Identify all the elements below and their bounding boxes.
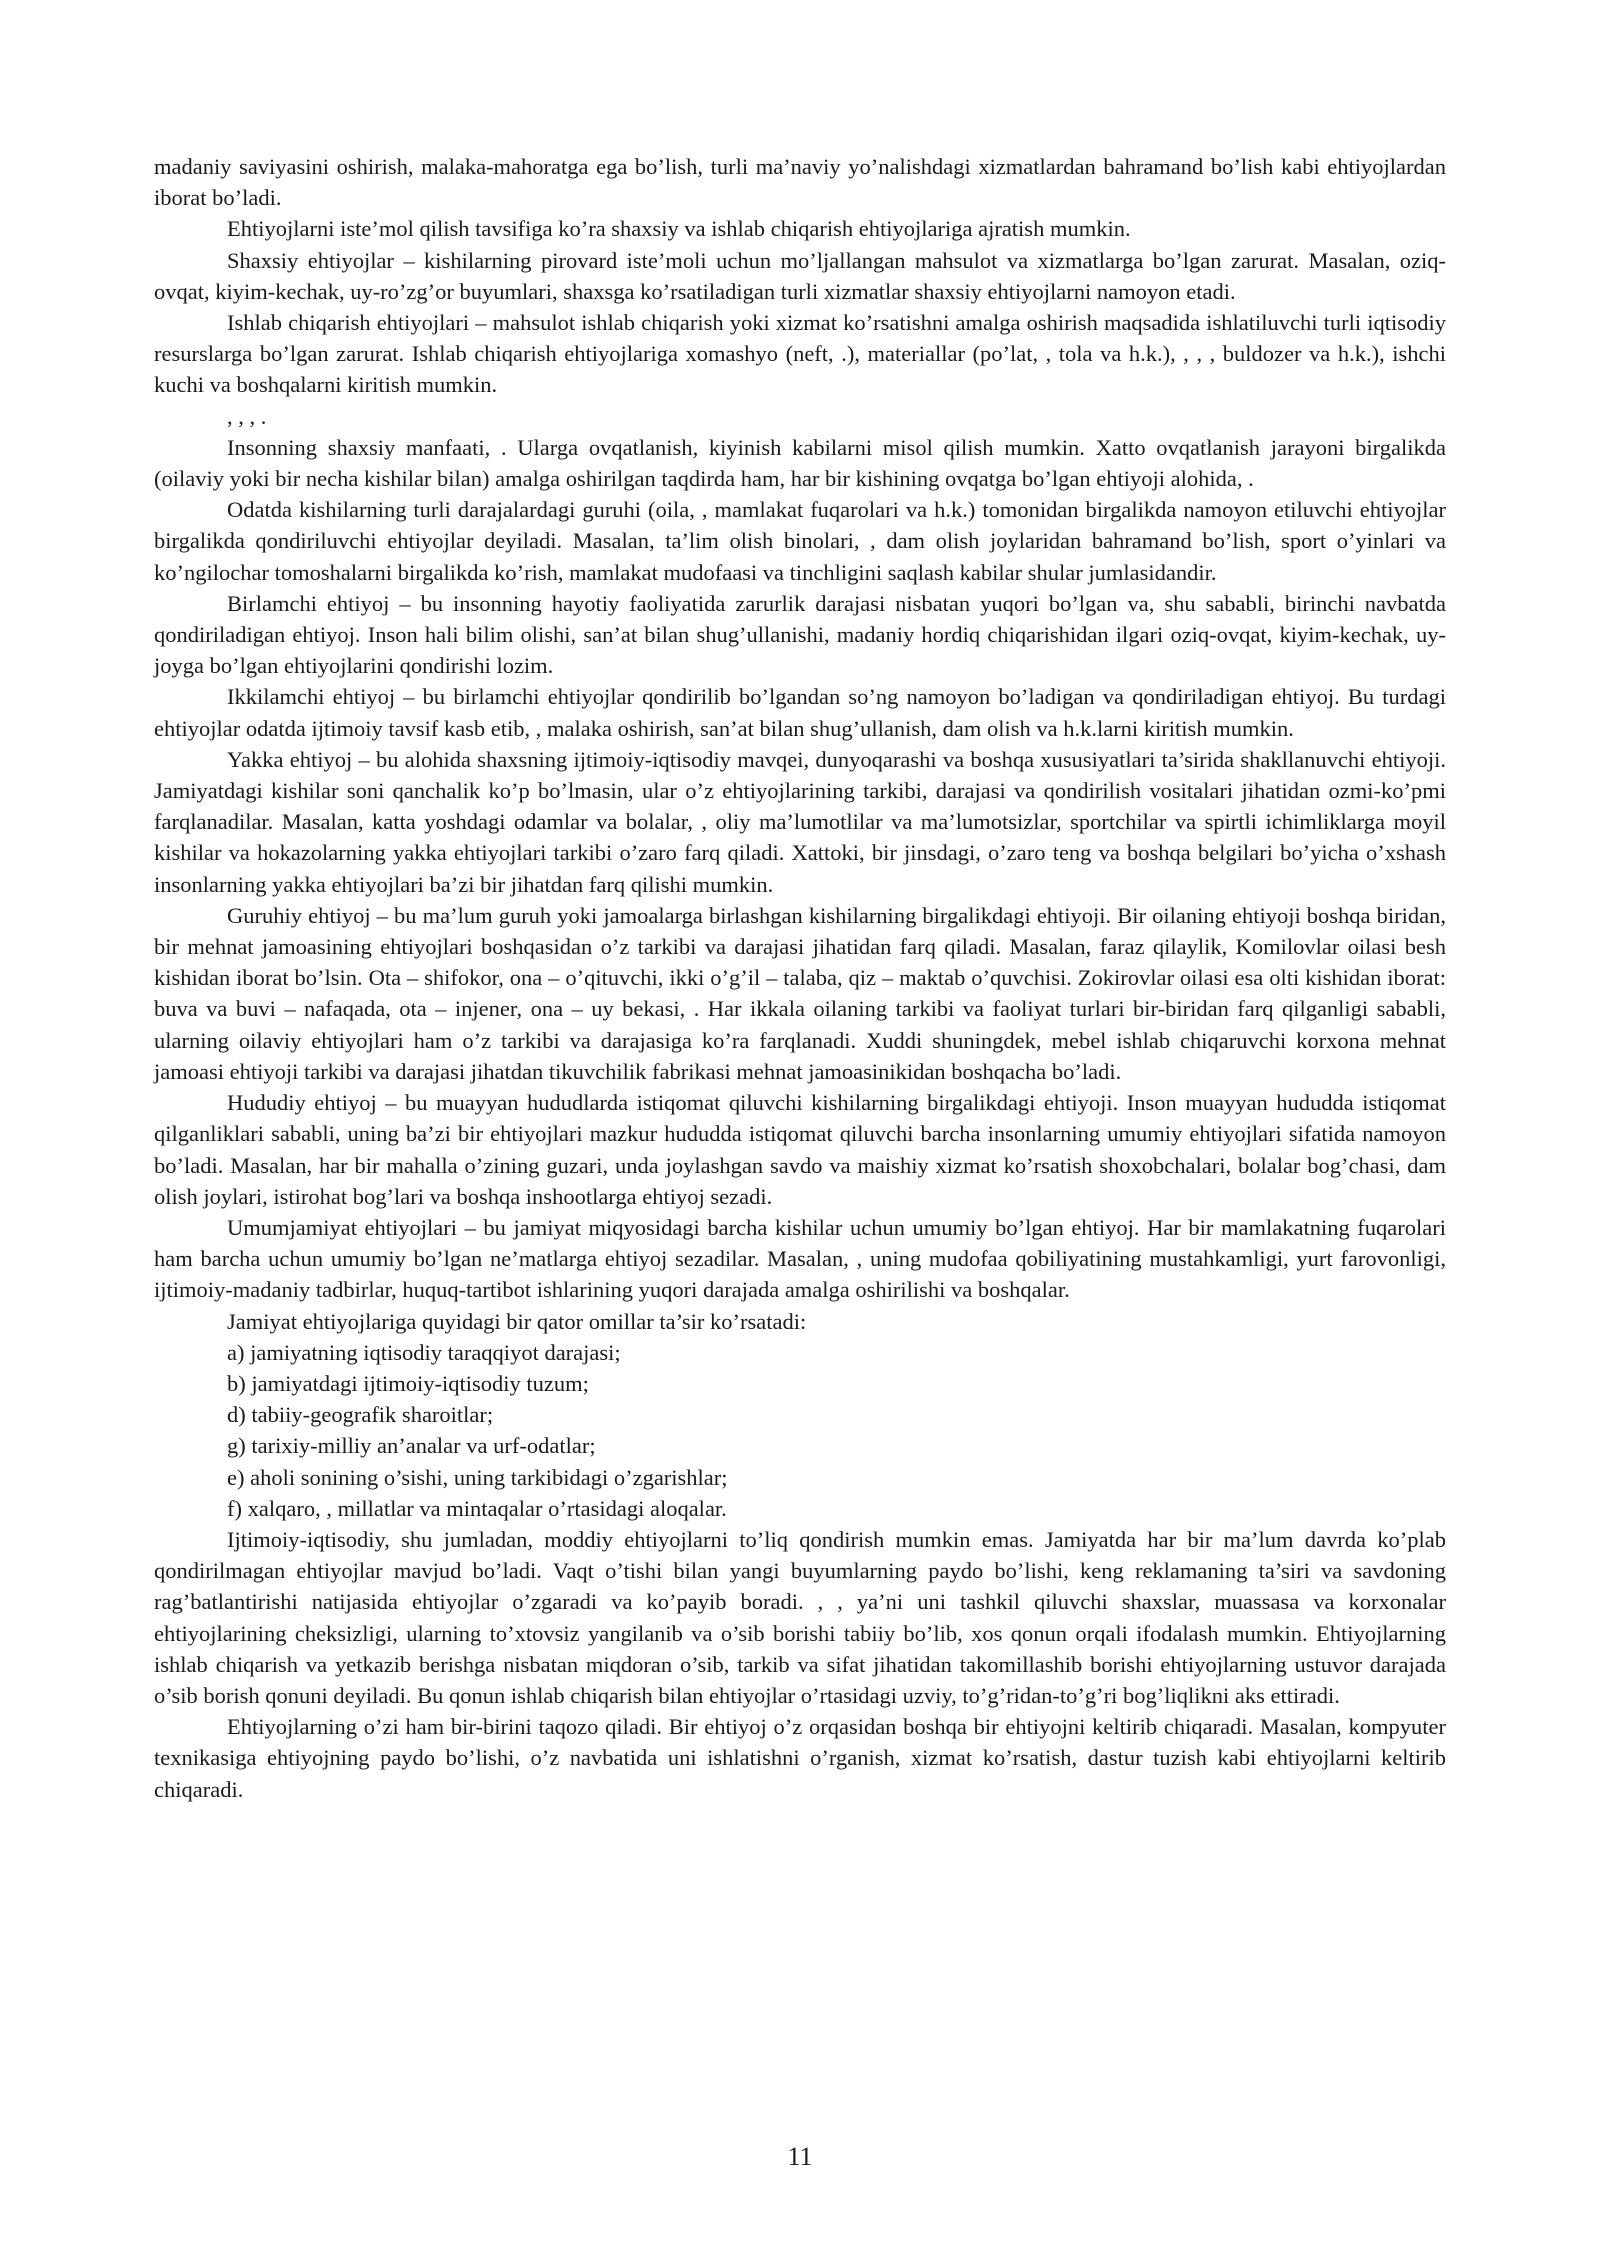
paragraph-individual-need: Yakka ehtiyoj – bu alohida shaxsning ijtimoiy-iqtisodiy mavqei, dunyoqarashi va boshqa xususiyatlari ta’sirida shakllanuvchi ehtiyoji. Jamiyatdagi kishilar soni qanchalik ko’p bo’lmasin, ular o’z ehtiyojlarining tarkibi, darajasi va qondirilish vositalari jihatidan ozmi-ko’pmi farqlanadilar. Masalan, katta yoshdagi odamlar va bolalar, , oliy ma’lumotlilar va ma’lumotsizlar, sportchilar va spirtli ichimliklarga moyil kishilar va hokazolarning yakka ehtiyojlari tarkibi o’zaro farq qiladi. Xattoki, bir jinsdagi, o’zaro teng va boshqa belgilari bo’yicha o’xshash insonlarning yakka ehtiyojlari ba’zi bir jihatdan farq qilishi mumkin. <box>154 746 1446 897</box>
paragraph-primary-need: Birlamchi ehtiyoj – bu insonning hayotiy faoliyatida zarurlik darajasi nisbatan yuqori bo’lgan va, shu sababli, birinchi navbatda qondiriladigan ehtiyoj. Inson hali bilim olishi, san’at bilan shug’ullanishi, madaniy hordiq chiqarishidan ilgari oziq-ovqat, kiyim-kechak, uy-joyga bo’lgan ehtiyojlarini qondirishi lozim. <box>154 590 1446 679</box>
paragraph-needs-interdependence: Ehtiyojlarning o’zi ham bir-birini taqozo qiladi. Bir ehtiyoj o’z orqasidan boshqa bir ehtiyojni keltirib chiqaradi. Masalan, kompyuter texnikasiga ehtiyojning paydo bo’lishi, o’z navbatida uni ishlatishni o’rganish, xizmat ko’rsatish, dastur tuzish kabi ehtiyojlarni keltirib chiqaradi. <box>154 1714 1446 1802</box>
paragraph-production-needs: Ishlab chiqarish ehtiyojlari – mahsulot ishlab chiqarish yoki xizmat ko’rsatishni amalga oshirish maqsadida ishlatiluvchi turli iqtisodiy resurslarga bo’lgan zarurat. Ishlab chiqarish ehtiyojlariga xomashyo (neft, .), materiallar (po’lat, , tola va h.k.), , , , buldozer va h.k.), ishchi kuchi va boshqalarni kiritish mumkin. <box>154 310 1446 398</box>
page-number: 11 <box>787 2142 813 2171</box>
paragraph-personal-interest: Insonning shaxsiy manfaati, . Ularga ovqatlanish, kiyinish kabilarni misol qilish mumkin. Xatto ovqatlanish jarayoni birgalikda (oilaviy yoki bir necha kishilar bilan) amalga oshirilgan taqdirda ham, har bir kishining ovqatga bo’lgan ehtiyoji alohida, . <box>154 434 1446 492</box>
paragraph-secondary-need: Ikkilamchi ehtiyoj – bu birlamchi ehtiyojlar qondirilib bo’lgandan so’ng namoyon bo’ladigan va qondiriladigan ehtiyoj. Bu turdagi ehtiyojlar odatda ijtimoiy tavsif kasb etib, , malaka oshirish, san’at bilan shug’ullanish, dam olish va h.k.larni kiritish mumkin. <box>154 684 1446 741</box>
list-intro: Jamiyat ehtiyojlariga quyidagi bir qator omillar ta’sir ko’rsatadi: <box>227 1308 807 1334</box>
list-item: b) jamiyatdagi ijtimoiy-iqtisodiy tuzum; <box>227 1370 589 1396</box>
paragraph-group-need: Guruhiy ehtiyoj – bu ma’lum guruh yoki jamoalarga birlashgan kishilarning birgalikdagi ehtiyoji. Bir oilaning ehtiyoji boshqa biridan, bir mehnat jamoasining ehtiyojlari boshqasidan o’z tarkibi va darajasi jihatidan farq qiladi. Masalan, faraz qilaylik, Komilovlar oilasi besh kishidan iborat bo’lsin. Ota – shifokor, ona – o’qituvchi, ikki o’g’il – talaba, qiz – maktab o’quvchisi. Zokirovlar oilasi esa olti kishidan iborat: buva va buvi – nafaqada, ota – injener, ona – uy bekasi, . Har ikkala oilaning tarkibi va faoliyat turlari bir-biridan farq qilganligi sababli, ularning oilaviy ehtiyojlari ham o’z tarkibi va darajasiga ko’ra farqlanadi. Xuddi shuningdek, mebel ishlab chiqaruvchi korxona mehnat jamoasi ehtiyoji tarkibi va darajasi jihatdan tikuvchilik fabrikasi mehnat jamoasinikidan boshqacha bo’ladi. <box>154 902 1446 1084</box>
paragraph-society-needs: Umumjamiyat ehtiyojlari – bu jamiyat miqyosidagi barcha kishilar uchun umumiy bo’lgan ehtiyoj. Har bir mamlakatning fuqarolari ham barcha uchun umumiy bo’lgan ne’matlarga ehtiyoj sezadilar. Masalan, , uning mudofaa qobiliyatining mustahkamligi, yurt farovonligi, ijtimoiy-madaniy tadbirlar, huquq-tartibot ishlarining yuqori darajada amalga oshirilishi va boshqalar. <box>154 1214 1446 1303</box>
paragraph-fragment: , , , . <box>227 403 267 429</box>
list-item: a) jamiyatning iqtisodiy taraqqiyot darajasi; <box>227 1339 621 1365</box>
list-item: d) tabiiy-geografik sharoitlar; <box>227 1402 494 1428</box>
list-item: f) xalqaro, , millatlar va mintaqalar o’rtasidagi aloqalar. <box>227 1495 727 1521</box>
page-body <box>154 151 1446 1805</box>
list-item: e) aholi sonining o’sishi, uning tarkibidagi o’zgarishlar; <box>227 1464 728 1490</box>
paragraph-continuation: madaniy saviyasini oshirish, malaka-mahoratga ega bo’lish, turli ma’naviy yo’nalishdagi xizmatlardan bahramand bo’lish kabi ehtiyojlardan iborat bo’ladi. <box>154 154 1446 211</box>
paragraph-territorial-need: Hududiy ehtiyoj – bu muayyan hududlarda istiqomat qiluvchi kishilarning birgalikdagi ehtiyoji. Inson muayyan hududda istiqomat qilganliklari sababli, uning ba’zi bir ehtiyojlari mazkur hududda istiqomat qiluvchi barcha insonlarning umumiy ehtiyojlari sifatida namoyon bo’ladi. Masalan, har bir mahalla o’zining guzari, unda joylashgan savdo va maishiy xizmat ko’rsatish shoxobchalari, bolalar bog’chasi, dam olish joylari, istirohat bog’lari va boshqa inshootlarga ehtiyoj sezadi. <box>154 1090 1446 1209</box>
paragraph-collective-needs: Odatda kishilarning turli darajalardagi guruhi (oila, , mamlakat fuqarolari va h.k.) tomonidan birgalikda namoyon etiluvchi ehtiyojlar birgalikda qondiriluvchi ehtiyojlar deyiladi. Masalan, ta’lim olish binolari, , dam olish joylaridan bahramand bo’lish, sport o’yinlari va ko’ngilochar tomoshalarni birgalikda ko’rish, mamlakat mudofaasi va tinchligini saqlash kabilar shular jumlasidandir. <box>154 497 1446 585</box>
list-item: g) tarixiy-milliy an’analar va urf-odatlar; <box>227 1433 596 1459</box>
paragraph-consumption-types: Ehtiyojlarni iste’mol qilish tavsifiga ko’ra shaxsiy va ishlab chiqarish ehtiyojlariga ajratish mumkin. <box>227 216 1131 242</box>
paragraph-growth-law: Ijtimoiy-iqtisodiy, shu jumladan, moddiy ehtiyojlarni to’liq qondirish mumkin emas. Jamiyatda har bir ma’lum davrda ko’plab qondirilmagan ehtiyojlar mavjud bo’ladi. Vaqt o’tishi bilan yangi buyumlarning paydo bo’lishi, keng reklamaning ta’siri va savdoning rag’batlantirishi natijasida ehtiyojlar o’zgaradi va ko’payib boradi. , , ya’ni uni tashkil qiluvchi shaxslar, muassasa va korxonalar ehtiyojlarining cheksizligi, ularning to’xtovsiz yangilanib va o’sib borishi tabiiy bo’lib, xos qonun orqali ifodalash mumkin. Ehtiyojlarning ishlab chiqarish va yetkazib berishga nisbatan miqdoran o’sib, tarkib va sifat jihatidan takomillashib borishi ehtiyojlarning ustuvor darajada o’sib borish qonuni deyiladi. Bu qonun ishlab chiqarish bilan ehtiyojlar o’rtasidagi uzviy, to’g’ridan-to’g’ri bog’liqlikni aks ettiradi. <box>154 1526 1446 1708</box>
paragraph-personal-needs: Shaxsiy ehtiyojlar – kishilarning pirovard iste’moli uchun mo’ljallangan mahsulot va xizmatlarga bo’lgan zarurat. Masalan, oziq-ovqat, kiyim-kechak, uy-ro’zg’or buyumlari, shaxsga ko’rsatiladigan turli xizmatlar shaxsiy ehtiyojlarni namoyon etadi. <box>154 247 1446 304</box>
